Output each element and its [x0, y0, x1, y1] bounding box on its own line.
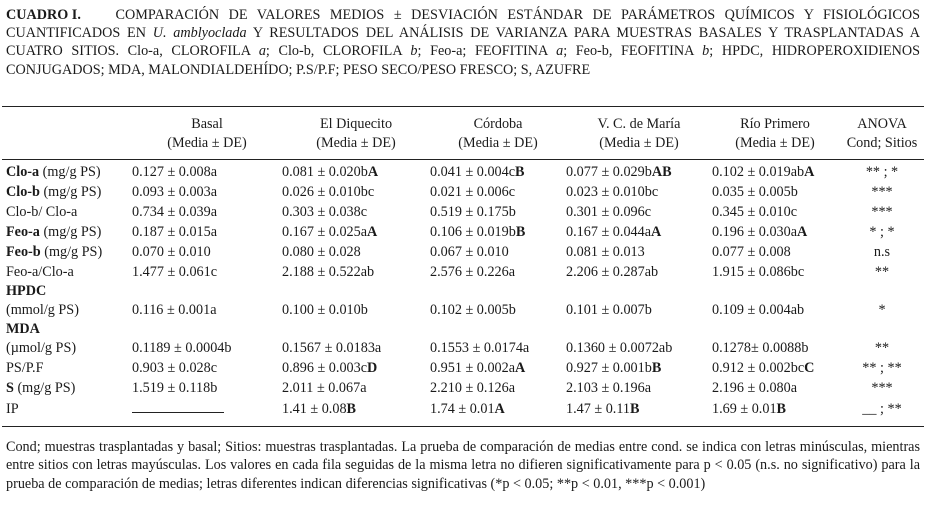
- cell-vcmaria: [566, 222, 712, 242]
- cell-vcmaria: 0.081 ± 0.013: [566, 244, 645, 260]
- cell-value: 1.69 ± 0.01: [712, 400, 777, 417]
- cell-vcmaria: 0.101 ± 0.007b: [566, 302, 652, 318]
- table-row: [6, 358, 926, 378]
- cell-anova: ** ; **: [862, 360, 902, 376]
- param-name: S: [6, 380, 14, 396]
- caption-text: ; Feo-a; FEOFITINA: [417, 43, 548, 60]
- param-name: Feo-a: [6, 224, 40, 240]
- cell-basal: 0.116 ± 0.001a: [132, 302, 217, 318]
- param-name: Clo-b: [6, 184, 40, 200]
- caption-text: COMPARACIÓN DE VALORES MEDIOS ± DESVIACIÓN ESTÁNDAR DE PARÁMETROS QUÍMICOS Y FISIOLÓGICOS CUANTIFICADOS EN: [6, 7, 920, 42]
- cell-anova: **: [874, 340, 890, 356]
- header-empty: [6, 134, 132, 156]
- cell-cordoba: [430, 398, 566, 419]
- cell-value: 0.041 ± 0.004c: [430, 164, 516, 180]
- cell-rioprimero: 0.109 ± 0.004ab: [712, 302, 805, 318]
- table-row: [6, 301, 926, 320]
- cell-letter: B: [776, 400, 787, 417]
- header-sub: (Media ± DE): [167, 135, 247, 151]
- cell-value: 0.167 ± 0.044a: [566, 224, 652, 240]
- table-footnote: Cond; muestras trasplantadas y basal; Sitios: muestras trasplantadas. La prueba de comparación de medias entre cond. se indica con letras minúsculas, mientras entre sitios con letras mayúsculas. Los valores en cada fila seguidas de la misma letra no difieren significativamente para p < 0.05 (n.s. no significativo) para la prueba de comparación de medias; letras diferentes indican diferencias significativas (*p < 0.05; **p < 0.01, ***p < 0.001): [6, 439, 920, 492]
- param-name: Clo-a: [6, 164, 40, 180]
- cell-letter: AB: [651, 164, 672, 180]
- cell-basal: 0.734 ± 0.039a: [132, 204, 218, 220]
- cell-letter: A: [494, 400, 505, 417]
- row-label: [6, 162, 132, 182]
- cell-anova: * ; *: [869, 224, 895, 240]
- cell-anova: ***: [871, 184, 893, 200]
- header-cordoba: Córdoba: [473, 116, 523, 132]
- cell-anova: ***: [871, 204, 893, 220]
- cell-diquecito: 0.080 ± 0.028: [282, 244, 361, 260]
- caption-text: ; Feo-b, FEOFITINA: [563, 43, 694, 60]
- header-diquecito: El Diquecito: [319, 116, 393, 132]
- row-label: [6, 222, 132, 242]
- cell-cordoba: 2.210 ± 0.126a: [430, 380, 516, 396]
- cell-letter: A: [651, 224, 662, 240]
- cell-cordoba: [430, 358, 566, 378]
- table-row: [6, 182, 926, 202]
- cell-diquecito: 0.100 ± 0.010b: [282, 302, 368, 318]
- cell-anova: __ ; **: [862, 400, 902, 417]
- cell-letter: A: [515, 360, 526, 376]
- row-label: [6, 378, 132, 398]
- caption-label: CUADRO I.: [6, 7, 81, 23]
- row-unit: (mmol/g PS): [6, 302, 79, 318]
- cell-letter: A: [367, 224, 378, 240]
- cell-letter: A: [804, 164, 815, 180]
- row-label: HPDC: [6, 283, 47, 299]
- header-sub: (Media ± DE): [316, 135, 396, 151]
- cell-value: 0.912 ± 0.002bc: [712, 360, 805, 376]
- header-basal: Basal: [191, 116, 223, 132]
- cell-letter: A: [367, 164, 379, 180]
- row-label: [6, 182, 132, 202]
- table-row: [6, 222, 926, 242]
- cell-value: 0.951 ± 0.002a: [430, 360, 516, 376]
- header-anova: ANOVA: [857, 116, 907, 132]
- table-row: [6, 202, 926, 222]
- cell-vcmaria: [566, 358, 712, 378]
- table-row: [6, 242, 926, 262]
- cell-anova: ** ; *: [865, 164, 899, 180]
- cell-cordoba: 0.1553 ± 0.0174a: [430, 340, 530, 356]
- header-anova-sub: Cond; Sitios: [846, 135, 918, 151]
- cell-rioprimero: 1.915 ± 0.086bc: [712, 264, 805, 280]
- row-label: PS/P.F: [6, 360, 44, 376]
- cell-vcmaria: [566, 162, 712, 182]
- param-unit: (mg/g PS): [42, 164, 101, 180]
- table-row: [6, 378, 926, 398]
- cell-rioprimero: 2.196 ± 0.080a: [712, 380, 798, 396]
- cell-vcmaria: 2.103 ± 0.196a: [566, 380, 652, 396]
- cell-cordoba: [430, 222, 566, 242]
- cell-value: 0.077 ± 0.029b: [566, 164, 652, 180]
- caption-italic: a: [556, 43, 564, 60]
- row-spacer: [132, 320, 926, 339]
- cell-letter: B: [651, 360, 662, 376]
- row-label: Feo-a/Clo-a: [6, 264, 74, 280]
- cell-value: 0.081 ± 0.020b: [282, 164, 368, 180]
- param-unit: (mg/g PS): [43, 184, 102, 200]
- cell-rioprimero: [712, 162, 838, 182]
- cell-rioprimero: [712, 222, 838, 242]
- cell-diquecito: [282, 398, 430, 419]
- table-row: [6, 398, 926, 419]
- header-rioprimero: Río Primero: [740, 116, 810, 132]
- row-spacer: [132, 282, 926, 301]
- header-empty: [6, 112, 132, 134]
- caption-text: ; HPDC, HIDROPEROXIDIENOS CONJUGADOS; MDA, MALONDIALDEHÍDO; P.S/P.F; PESO SECO/PESO FRESCO; S, AZUFRE: [6, 43, 921, 78]
- cell-value: 0.927 ± 0.001b: [566, 360, 652, 376]
- cell-cordoba: 2.576 ± 0.226a: [430, 264, 516, 280]
- cell-letter: D: [367, 360, 378, 376]
- caption-italic: b: [702, 43, 710, 60]
- cell-cordoba: 0.519 ± 0.175b: [430, 204, 516, 220]
- param-unit: (mg/g PS): [44, 244, 103, 260]
- header-sub: (Media ± DE): [599, 135, 679, 151]
- cell-basal: [132, 398, 282, 419]
- table-caption: [6, 6, 920, 79]
- cell-rioprimero: 0.1278± 0.0088b: [712, 340, 809, 356]
- cell-rioprimero: [712, 398, 838, 419]
- cell-anova: *: [878, 302, 886, 318]
- cell-vcmaria: 0.023 ± 0.010bc: [566, 184, 659, 200]
- param-name: Feo-b: [6, 244, 41, 260]
- row-label: [6, 242, 132, 262]
- cell-basal: 0.093 ± 0.003a: [132, 184, 218, 200]
- species-name: U. amblyoclada: [152, 25, 247, 42]
- cell-value: 1.41 ± 0.08: [282, 400, 347, 417]
- cell-anova: ***: [871, 380, 893, 396]
- cell-cordoba: 0.067 ± 0.010: [430, 244, 509, 260]
- table-row: [6, 162, 926, 182]
- cell-value: 0.196 ± 0.030a: [712, 224, 798, 240]
- cell-basal: 1.477 ± 0.061c: [132, 264, 218, 280]
- cell-diquecito: [282, 358, 430, 378]
- table-row: [6, 339, 926, 358]
- cell-value: 0.896 ± 0.003c: [282, 360, 368, 376]
- header-sub: (Media ± DE): [735, 135, 815, 151]
- cell-rioprimero: 0.077 ± 0.008: [712, 244, 791, 260]
- row-unit: (µmol/g PS): [6, 340, 77, 356]
- cell-letter: A: [797, 224, 808, 240]
- cell-anova: **: [874, 264, 890, 280]
- header-sub: (Media ± DE): [458, 135, 538, 151]
- cell-cordoba: 0.102 ± 0.005b: [430, 302, 516, 318]
- header-vcmaria: V. C. de María: [597, 116, 681, 132]
- top-rule: [2, 106, 924, 107]
- cell-rioprimero: [712, 358, 838, 378]
- cell-value: 1.47 ± 0.11: [566, 400, 631, 417]
- cell-value: 0.106 ± 0.019b: [430, 224, 516, 240]
- row-label: MDA: [6, 321, 40, 337]
- table-row: [6, 320, 926, 339]
- cell-diquecito: 2.011 ± 0.067a: [282, 380, 367, 396]
- cell-cordoba: 0.021 ± 0.006c: [430, 184, 516, 200]
- caption-text: Y RESULTADOS DEL ANÁLISIS DE VARIANZA PARA MUESTRAS BASALES Y TRASPLANTADAS A CUATRO SITIOS. Clo-a, CLOROFILA: [6, 25, 921, 60]
- cell-value: 1.74 ± 0.01: [430, 400, 495, 417]
- data-table: [6, 112, 926, 419]
- cell-basal: 0.187 ± 0.015a: [132, 224, 218, 240]
- cell-diquecito: 2.188 ± 0.522ab: [282, 264, 375, 280]
- caption-italic: a: [258, 43, 266, 60]
- cell-diquecito: [282, 222, 430, 242]
- cell-rioprimero: 0.035 ± 0.005b: [712, 184, 798, 200]
- row-label: Clo-b/ Clo-a: [6, 204, 78, 220]
- param-unit: (mg/g PS): [43, 224, 102, 240]
- cell-anova: n.s: [873, 244, 891, 260]
- cell-diquecito: 0.026 ± 0.010bc: [282, 184, 375, 200]
- caption-text: ; Clo-b, CLOROFILA: [265, 43, 402, 60]
- cell-basal: 0.070 ± 0.010: [132, 244, 211, 260]
- cell-letter: C: [804, 360, 815, 376]
- caption-italic: b: [410, 43, 418, 60]
- cell-letter: B: [630, 400, 640, 417]
- cell-diquecito: 0.1567 ± 0.0183a: [282, 340, 382, 356]
- cell-basal: 1.519 ± 0.118b: [132, 380, 218, 396]
- table-row: [6, 282, 926, 301]
- cell-cordoba: [430, 162, 566, 182]
- cell-value: 0.102 ± 0.019ab: [712, 164, 805, 180]
- param-unit: (mg/g PS): [17, 380, 76, 396]
- cell-vcmaria: 0.301 ± 0.096c: [566, 204, 652, 220]
- cell-letter: B: [346, 400, 357, 417]
- cell-letter: B: [515, 164, 525, 180]
- cell-vcmaria: [566, 398, 712, 419]
- cell-vcmaria: 2.206 ± 0.287ab: [566, 264, 659, 280]
- cell-basal: 0.1189 ± 0.0004b: [132, 340, 232, 356]
- empty-dash: [132, 398, 224, 413]
- row-label: IP: [6, 400, 19, 417]
- cell-basal: 0.903 ± 0.028c: [132, 360, 218, 376]
- cell-diquecito: 0.303 ± 0.038c: [282, 204, 368, 220]
- cell-letter: B: [515, 224, 526, 240]
- table-row: [6, 262, 926, 282]
- cell-basal: 0.127 ± 0.008a: [132, 164, 218, 180]
- cell-value: 0.167 ± 0.025a: [282, 224, 368, 240]
- bottom-rule: [2, 426, 924, 427]
- cell-vcmaria: 0.1360 ± 0.0072ab: [566, 340, 673, 356]
- cell-rioprimero: 0.345 ± 0.010c: [712, 204, 798, 220]
- cell-diquecito: [282, 162, 430, 182]
